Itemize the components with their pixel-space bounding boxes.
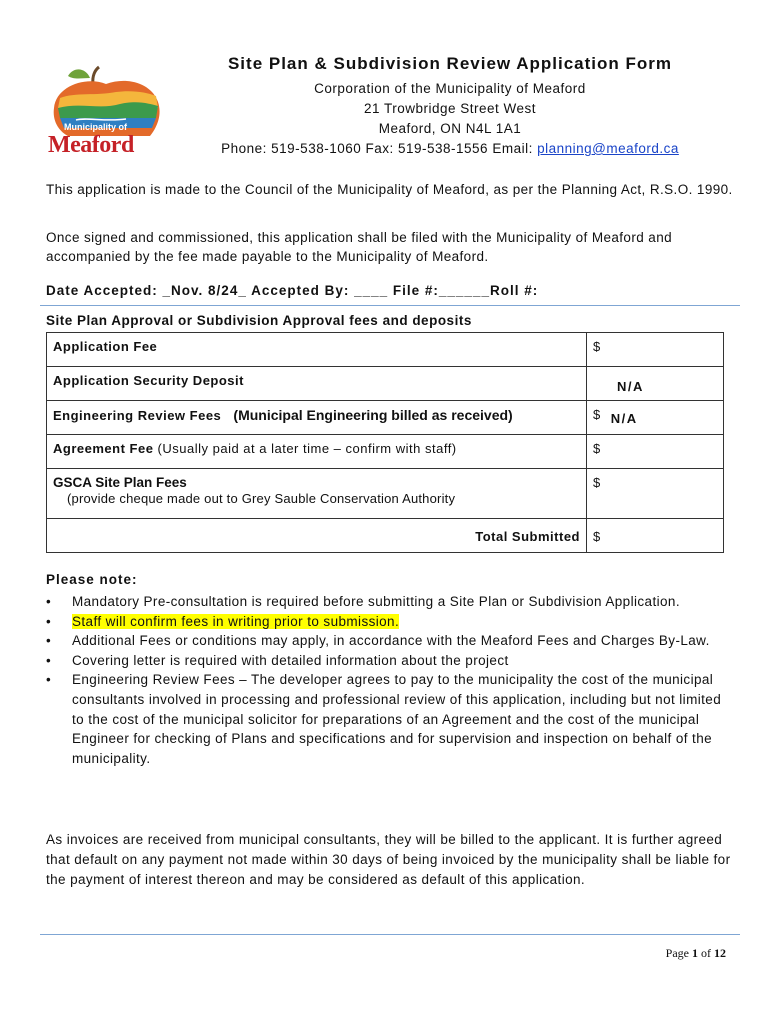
fee-amount-cell[interactable] [587, 367, 724, 401]
total-label: Total Submitted [475, 529, 580, 544]
list-item: • Covering letter is required with detailed information about the project [46, 651, 726, 671]
fee-sub: (provide cheque made out to Grey Sauble Conservation Authority [67, 491, 456, 506]
table-row [47, 333, 724, 367]
acceptance-line [46, 281, 736, 300]
fee-label-cell [47, 367, 587, 401]
page-indicator [666, 946, 726, 961]
fee-label-cell [47, 469, 587, 519]
page-prefix: Page [665, 946, 692, 960]
fee-amount-cell[interactable] [587, 333, 724, 367]
table-row [47, 367, 724, 401]
municipality-logo [46, 62, 168, 162]
table-row [47, 401, 724, 435]
date-accepted-value[interactable]: Nov. 8/24 [171, 283, 239, 298]
fee-label-cell [47, 401, 587, 435]
list-item [46, 612, 726, 632]
total-amount: $ [593, 529, 601, 544]
logo-text-municipality: Municipality of [64, 122, 127, 132]
fee-amount-cell[interactable] [587, 401, 724, 435]
org-name: Corporation of the Municipality of Meaford [314, 81, 586, 96]
fee-amount-note: N/A [617, 379, 644, 394]
intro-paragraph-2: Once signed and commissioned, this application shall be filed with the Municipality of Meaford and accompanied by the fee made payable to the Municipality of Meaford. [46, 230, 673, 264]
divider-bottom [40, 934, 740, 935]
fee-label: Application Security Deposit [53, 373, 244, 388]
date-accepted-label: Date Accepted: _ [46, 283, 172, 298]
city-address: Meaford, ON N4L 1A1 [378, 121, 522, 136]
table-row [47, 435, 724, 469]
notes-list [46, 592, 726, 768]
fee-label: Engineering Review Fees [53, 408, 222, 423]
contact-line [190, 141, 710, 156]
list-item: • Mandatory Pre-consultation is required before submitting a Site Plan or Subdivision Application. [46, 592, 726, 612]
divider-top [40, 305, 740, 306]
notes-heading: Please note: [46, 572, 138, 587]
total-amount-cell[interactable] [587, 519, 724, 553]
page-number: 1 [692, 946, 698, 960]
fee-label: GSCA Site Plan Fees [53, 475, 187, 490]
list-item: • Engineering Review Fees – The developer agrees to pay to the municipality the cost of the municipal consultants involved in processing and professional review of this application, including but not limited to the cost of the municipal solicitor for preparations of an Agreement and the cost of the municipal Engineer for checking of Plans and specifications and for supervision and inspection on behalf of the municipality. [46, 670, 726, 768]
fee-amount-note: N/A [610, 411, 638, 426]
closing-paragraph: As invoices are received from municipal consultants, they will be billed to the applicant. It is further agreed that default on any payment not made within 30 days of being invoiced by the municipality shall be liable for the payment of interest thereon and may be considered as default of this application. [46, 832, 731, 887]
page-of: of [698, 946, 714, 960]
fee-label-cell [47, 333, 587, 367]
list-item: • Additional Fees or conditions may apply, in accordance with the Meaford Fees and Charges By-Law. [46, 631, 726, 651]
page-title: Site Plan & Subdivision Review Application Form [227, 54, 673, 73]
fee-amount-cell[interactable] [587, 469, 724, 519]
fees-heading: Site Plan Approval or Subdivision Approval fees and deposits [46, 313, 472, 328]
fee-amount: $ [593, 339, 601, 354]
fee-amount: $ [593, 475, 601, 490]
table-row-total [47, 519, 724, 553]
fee-note: (Municipal Engineering billed as received) [233, 407, 513, 423]
logo-text-meaford: Meaford [48, 132, 134, 158]
table-row [47, 469, 724, 519]
acceptance-rest: _ Accepted By: ____ File #:______Roll #: [238, 283, 539, 298]
fee-label: Agreement Fee [53, 441, 154, 456]
fee-amount: $ [593, 407, 601, 422]
fees-table [46, 332, 724, 553]
contact-text: Phone: 519-538-1060 Fax: 519-538-1556 Email: [221, 141, 538, 156]
fee-label: Application Fee [53, 339, 158, 354]
fee-amount-cell[interactable] [587, 435, 724, 469]
fee-note: (Usually paid at a later time – confirm with staff) [157, 441, 457, 456]
street-address: 21 Trowbridge Street West [363, 101, 537, 116]
total-label-cell [47, 519, 587, 553]
highlighted-note: Staff will confirm fees in writing prior to submission. [72, 613, 400, 629]
email-link[interactable]: planning@meaford.ca [537, 141, 679, 156]
page-total: 12 [714, 946, 726, 960]
intro-paragraph-1: This application is made to the Council of the Municipality of Meaford, as per the Planning Act, R.S.O. 1990. [46, 182, 733, 197]
fee-amount: $ [593, 441, 601, 456]
fee-label-cell [47, 435, 587, 469]
